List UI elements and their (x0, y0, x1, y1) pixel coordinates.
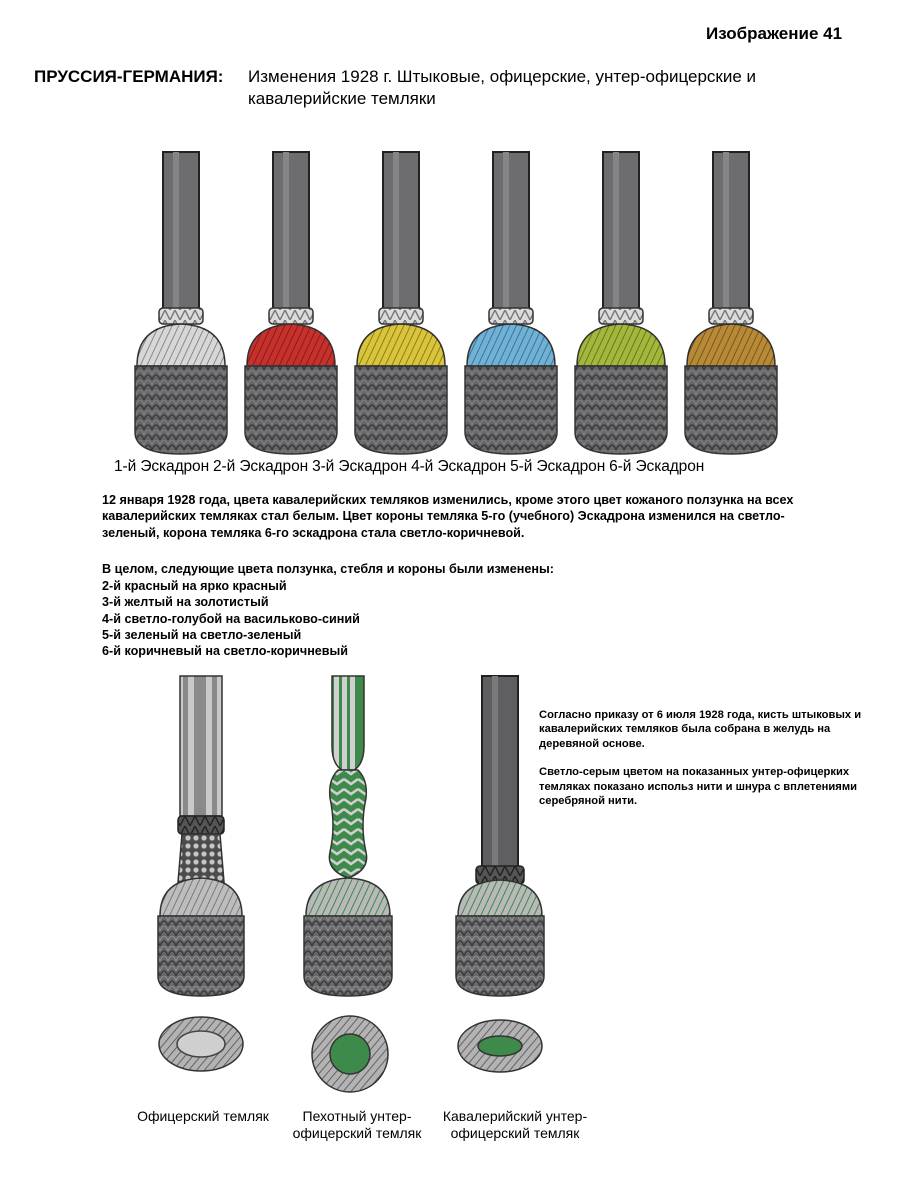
squadron-knots-illustration (0, 140, 899, 460)
paragraph-list-title: В целом, следующие цвета ползунка, стебля и короны были изменены: (102, 562, 554, 576)
list-item: 6-й коричневый на светло-коричневый (102, 644, 349, 659)
squadron-knot-3 (355, 152, 447, 454)
squadron-knot-1 (135, 152, 227, 454)
list-item: 4-й светло-голубой на васильково-синий (102, 611, 360, 626)
squadron-label-5: 5-й Эскадрон (510, 458, 606, 475)
list-item: 2-й красный на ярко красный (102, 579, 287, 593)
infantry-nco-portepee (304, 676, 392, 1092)
caption-officer: Офицерский темляк (137, 1108, 269, 1124)
squadron-knot-5 (575, 152, 667, 454)
squadron-labels (114, 458, 708, 476)
squadron-knot-6 (685, 152, 777, 454)
caption-cavalry: Кавалерийский унтер-офицерский темляк (442, 1108, 588, 1141)
cavalry-nco-portepee (456, 676, 544, 1072)
squadron-label-1: 1-й Эскадрон (114, 458, 210, 475)
squadron-label-2: 2-й Эскадрон (213, 458, 309, 475)
squadron-knot-2 (245, 152, 337, 454)
officer-portepee (158, 676, 244, 1071)
side-note-2: Светло-серым цветом на показанных унтер-офицерких темляках показано использ нити и шнура с вплетениями серебряной нити. (539, 766, 857, 808)
paragraph-colors-change: 12 января 1928 года, цвета кавалерийских темляков изменились, кроме этого цвет кожаного ползунка на всех кавалерийских темляках стал белым. Цвет короны темляка 5-го (учебного) Эскадрона изменился на светло-зеленый, корона темляка 6-го эскадрона стала светло-коричневой. (102, 493, 794, 540)
squadron-label-6: 6-й Эскадрон (609, 458, 705, 475)
color-change-list (102, 578, 842, 659)
list-item: 5-й зеленый на светло-зеленый (102, 627, 302, 642)
figure-number: Изображение 41 (706, 24, 843, 43)
list-item: 3-й желтый на золотистый (102, 595, 269, 610)
header-country: ПРУССИЯ-ГЕРМАНИЯ: (34, 67, 224, 86)
squadron-label-3: 3-й Эскадрон (312, 458, 408, 475)
caption-infantry: Пехотный унтер-офицерский темляк (292, 1108, 422, 1141)
squadron-knot-4 (465, 152, 557, 454)
side-notes (539, 708, 884, 822)
portepee-types-illustration (120, 666, 560, 1106)
side-note-1: Согласно приказу от 6 июля 1928 года, кисть штыковых и кавалерийских темляков была собрана в желудь на деревяной основе. (539, 709, 862, 750)
squadron-label-4: 4-й Эскадрон (411, 458, 507, 475)
header-title: Изменения 1928 г. Штыковые, офицерские, унтер-офицерские и кавалерийские темляки (248, 67, 757, 108)
